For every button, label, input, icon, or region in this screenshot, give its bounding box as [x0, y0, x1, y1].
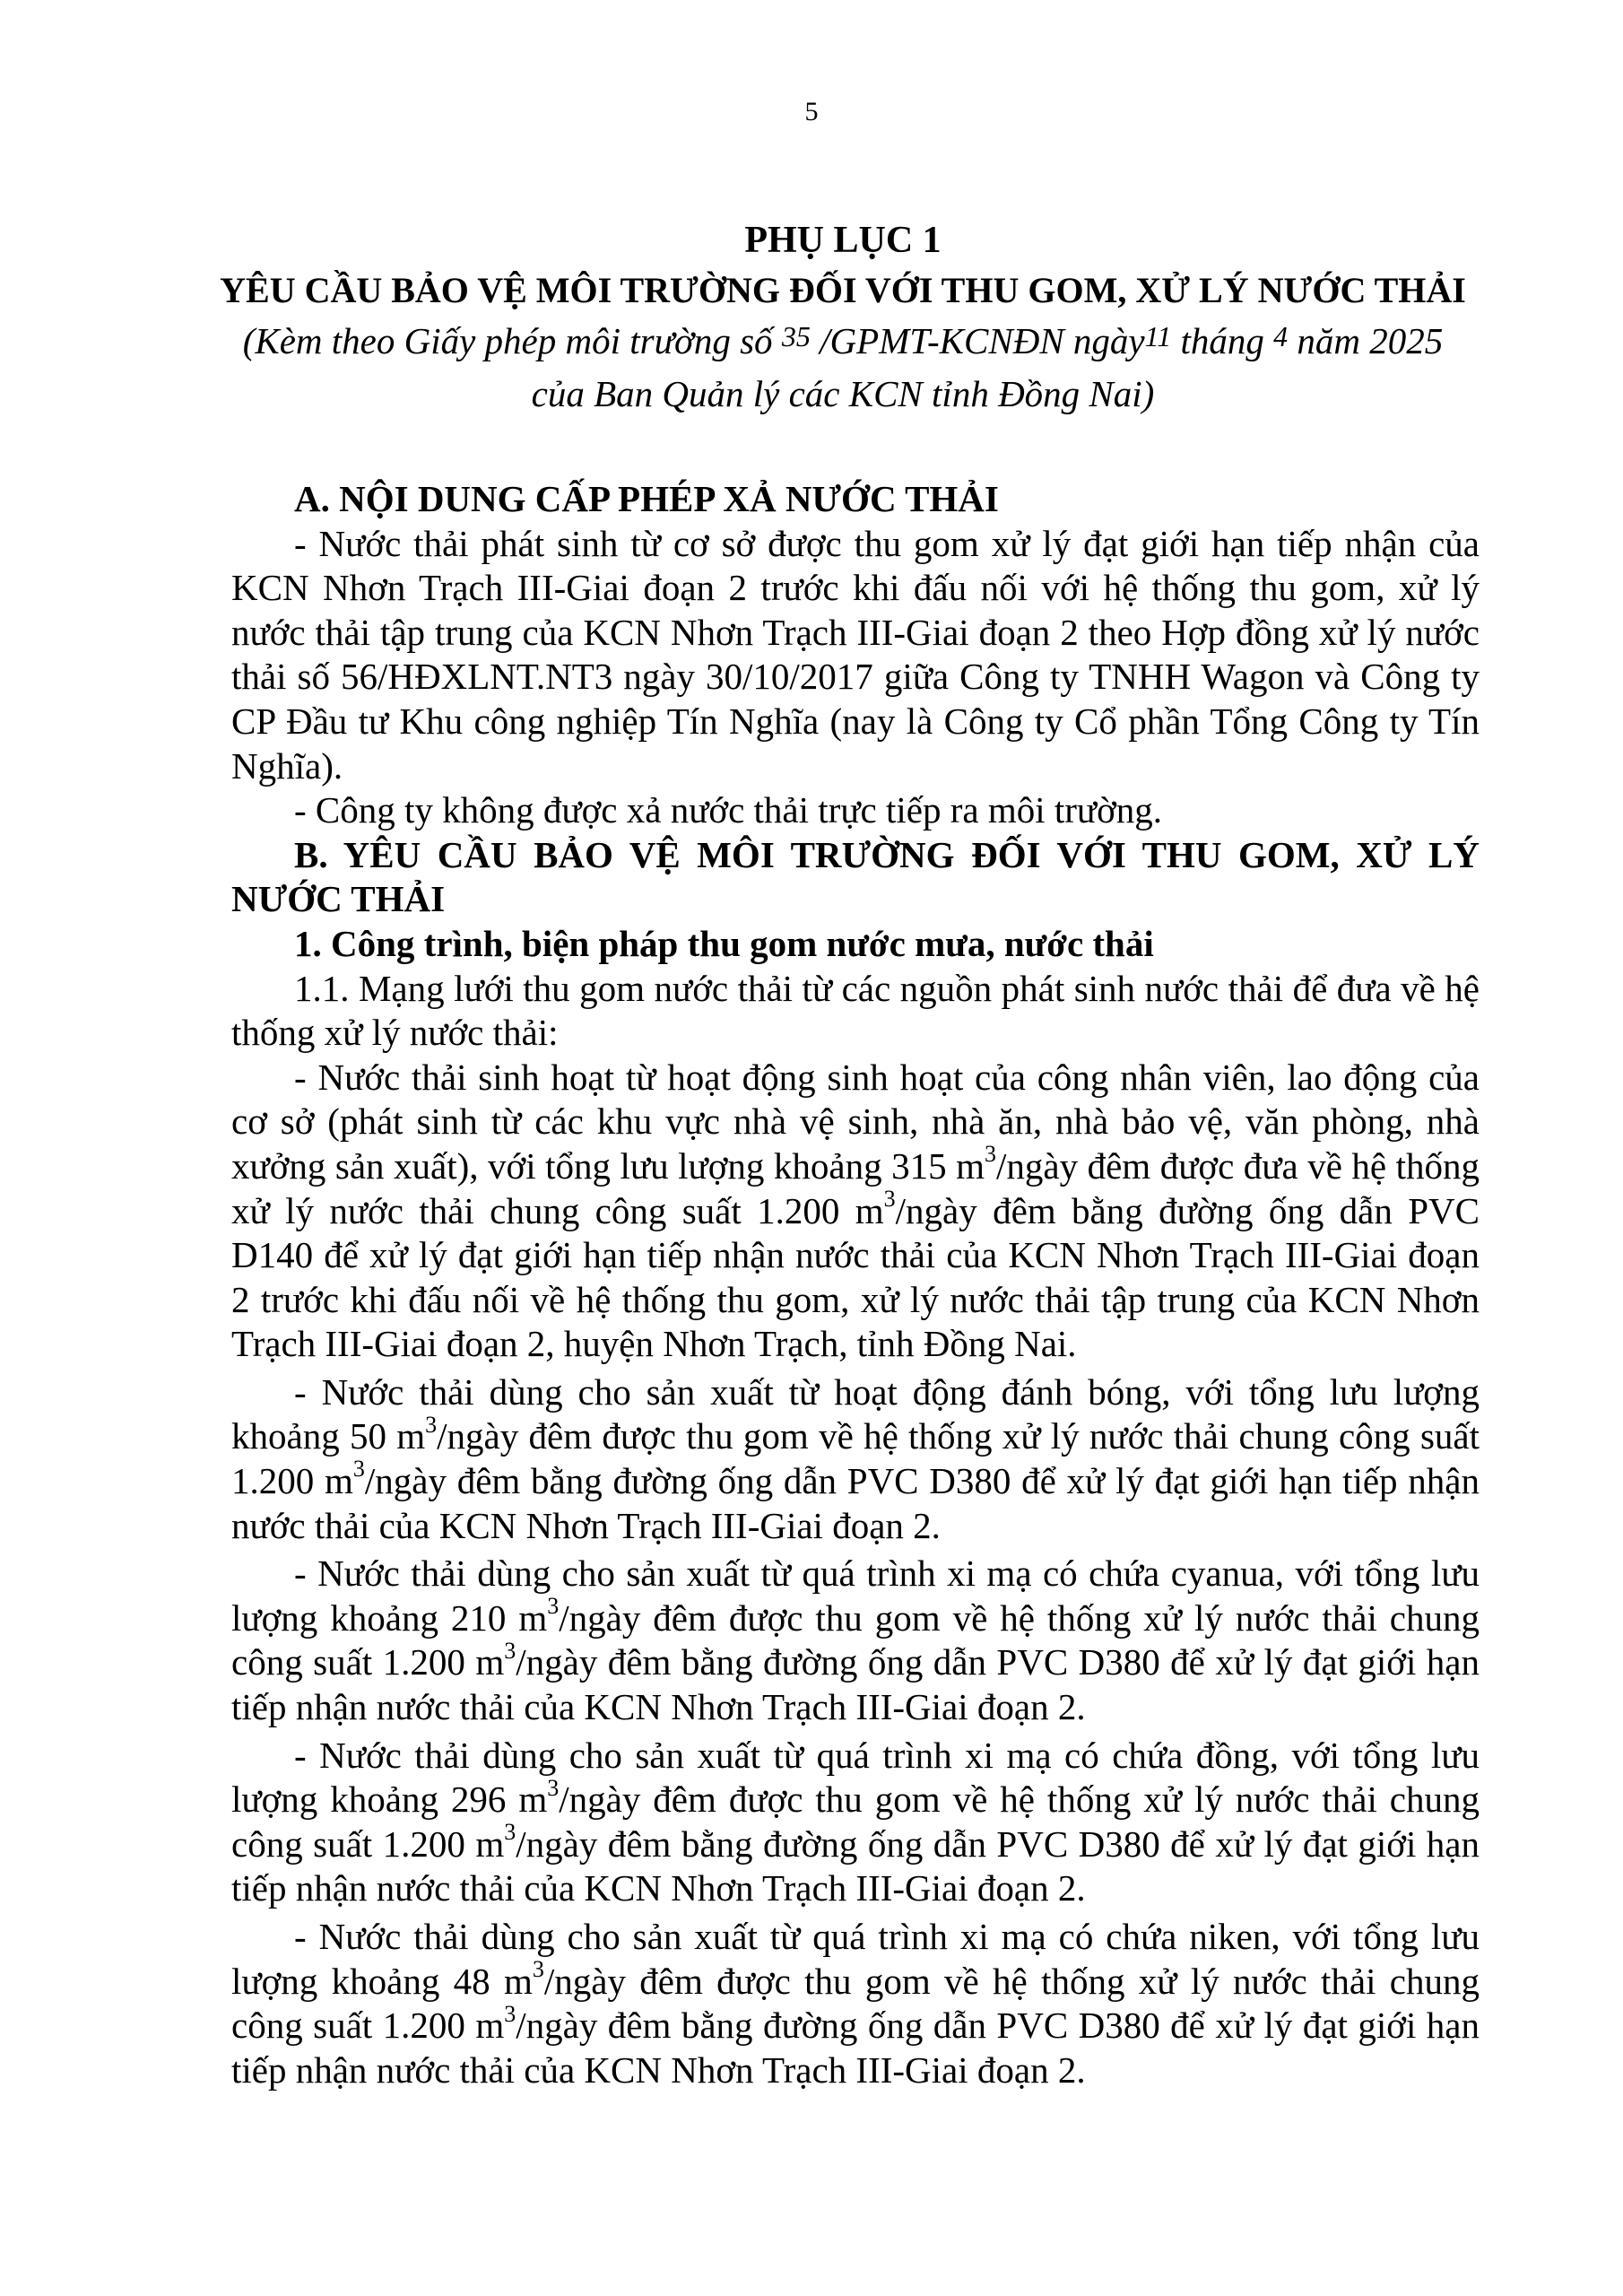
appendix-note-line2: của Ban Quản lý các KCN tỉnh Đồng Nai) [531, 373, 1155, 414]
section-a-paragraph-2: - Công ty không được xả nước thải trực tiếp ra môi trường. [294, 789, 1163, 831]
section-a-heading: A. NỘI DUNG CẤP PHÉP XẢ NƯỚC THẢI [294, 478, 999, 519]
note-mid3: năm 2025 [1297, 320, 1444, 361]
item-copper-plating-wastewater [231, 1734, 1480, 1911]
note-prefix: (Kèm theo Giấy phép môi trường số [242, 320, 773, 361]
superscript: 3 [532, 1955, 544, 1982]
section-a-paragraph-1: - Nước thải phát sinh từ cơ sở được thu gom xử lý đạt giới hạn tiếp nhận của KCN Nhơn Trạch III-Giai đoạn 2 trước khi đấu nối với hệ thống thu gom, xử lý nước thải tập trung của KCN Nhơn Trạch III-Giai đoạn 2 theo Hợp đồng xử lý nước thải số 56/HĐXLNT.NT3 ngày 30/10/2017 giữa Công ty TNHH Wagon và Công ty CP Đầu tư Khu công nghiệp Tín Nghĩa (nay là Công ty Cổ phần Tổng Công ty Tín Nghĩa). [231, 522, 1480, 787]
item5-text-c: /ngày đêm bằng đường ống dẫn PVC D380 để xử lý đạt giới hạn tiếp nhận nước thải của KCN Nhơn Trạch III-Giai đoạn 2. [231, 2005, 1480, 2091]
note-mid2: tháng [1180, 320, 1264, 361]
item3-text-a: - Nước thải dùng cho sản xuất từ quá trình xi mạ có chứa cyanua, với tổng lưu lượng khoảng 210 m [231, 1552, 1480, 1639]
page-number: 5 [804, 97, 819, 126]
superscript: 3 [504, 1819, 516, 1846]
item1-text-a: - Nước thải sinh hoạt từ hoạt động sinh hoạt của công nhân viên, lao động của cơ sở (phát sinh từ các khu vực nhà vệ sinh, nhà ăn, nhà bảo vệ, văn phòng, nhà xưởng sản xuất), với tổng lưu lượng khoảng 315 m [231, 1056, 1480, 1187]
item3-text-c: /ngày đêm bằng đường ống dẫn PVC D380 để xử lý đạt giới hạn tiếp nhận nước thải của KCN Nhơn Trạch III-Giai đoạn 2. [231, 1641, 1480, 1728]
superscript: 3 [547, 1593, 560, 1620]
item3-text-b: /ngày đêm được thu gom về hệ thống xử lý nước thải chung công suất 1.200 m [231, 1596, 1480, 1683]
section-b-heading: B. YÊU CẦU BẢO VỆ MÔI TRƯỜNG ĐỐI VỚI THU GOM, XỬ LÝ NƯỚC THẢI [231, 833, 1480, 920]
item-cyanide-plating-wastewater [231, 1552, 1480, 1729]
item-nickel-plating-wastewater [231, 1915, 1480, 2092]
permit-day: 11 [1144, 320, 1172, 352]
superscript: 3 [504, 1637, 516, 1664]
superscript: 3 [352, 1456, 365, 1483]
item-polishing-wastewater [231, 1370, 1480, 1548]
subsection-1-1: 1.1. Mạng lưới thu gom nước thải từ các nguồn phát sinh nước thải để đưa về hệ thống xử lý nước thải: [231, 967, 1480, 1054]
appendix-title: PHỤ LỤC 1 [744, 220, 942, 261]
item5-text-b: /ngày đêm được thu gom về hệ thống xử lý nước thải chung công suất 1.200 m [231, 1960, 1480, 2047]
note-mid1: /GPMT-KCNĐN ngày [820, 320, 1145, 361]
document-body [231, 477, 1480, 2092]
permit-month: 4 [1273, 320, 1289, 352]
item2-text-c: /ngày đêm bằng đường ống dẫn PVC D380 để xử lý đạt giới hạn tiếp nhận nước thải của KCN Nhơn Trạch III-Giai đoạn 2. [231, 1460, 1480, 1546]
superscript: 3 [547, 1774, 560, 1801]
item-domestic-wastewater [231, 1056, 1480, 1367]
appendix-header [143, 215, 1542, 419]
subsection-1-heading: 1. Công trình, biện pháp thu gom nước mưa, nước thải [294, 922, 1154, 964]
item1-text-b: /ngày đêm được đưa về hệ thống xử lý nước thải chung công suất 1.200 m [231, 1144, 1480, 1231]
item4-text-b: /ngày đêm được thu gom về hệ thống xử lý nước thải chung công suất 1.200 m [231, 1779, 1480, 1865]
appendix-note-line1 [143, 316, 1542, 369]
superscript: 3 [985, 1141, 997, 1168]
superscript: 3 [883, 1185, 896, 1212]
item4-text-a: - Nước thải dùng cho sản xuất từ quá trình xi mạ có chứa đồng, với tổng lưu lượng khoảng 296 m [231, 1734, 1480, 1821]
item2-text-a: - Nước thải dùng cho sản xuất từ hoạt động đánh bóng, với tổng lưu lượng khoảng 50 m [231, 1370, 1480, 1457]
appendix-subtitle: YÊU CẦU BẢO VỆ MÔI TRƯỜNG ĐỐI VỚI THU GOM, XỬ LÝ NƯỚC THẢI [220, 270, 1466, 310]
item1-text-c: /ngày đêm bằng đường ống dẫn PVC D140 để xử lý đạt giới hạn tiếp nhận nước thải của KCN Nhơn Trạch III-Giai đoạn 2 trước khi đấu nối về hệ thống thu gom, xử lý nước thải tập trung của KCN Nhơn Trạch III-Giai đoạn 2, huyện Nhơn Trạch, tỉnh Đồng Nai. [231, 1189, 1480, 1365]
item4-text-c: /ngày đêm bằng đường ống dẫn PVC D380 để xử lý đạt giới hạn tiếp nhận nước thải của KCN Nhơn Trạch III-Giai đoạn 2. [231, 1822, 1480, 1909]
permit-number: 35 [781, 320, 811, 352]
item5-text-a: - Nước thải dùng cho sản xuất từ quá trình xi mạ có chứa niken, với tổng lưu lượng khoảng 48 m [231, 1916, 1480, 2002]
item2-text-b: /ngày đêm được thu gom về hệ thống xử lý nước thải chung công suất 1.200 m [231, 1415, 1480, 1502]
superscript: 3 [425, 1411, 438, 1438]
superscript: 3 [504, 2000, 516, 2027]
